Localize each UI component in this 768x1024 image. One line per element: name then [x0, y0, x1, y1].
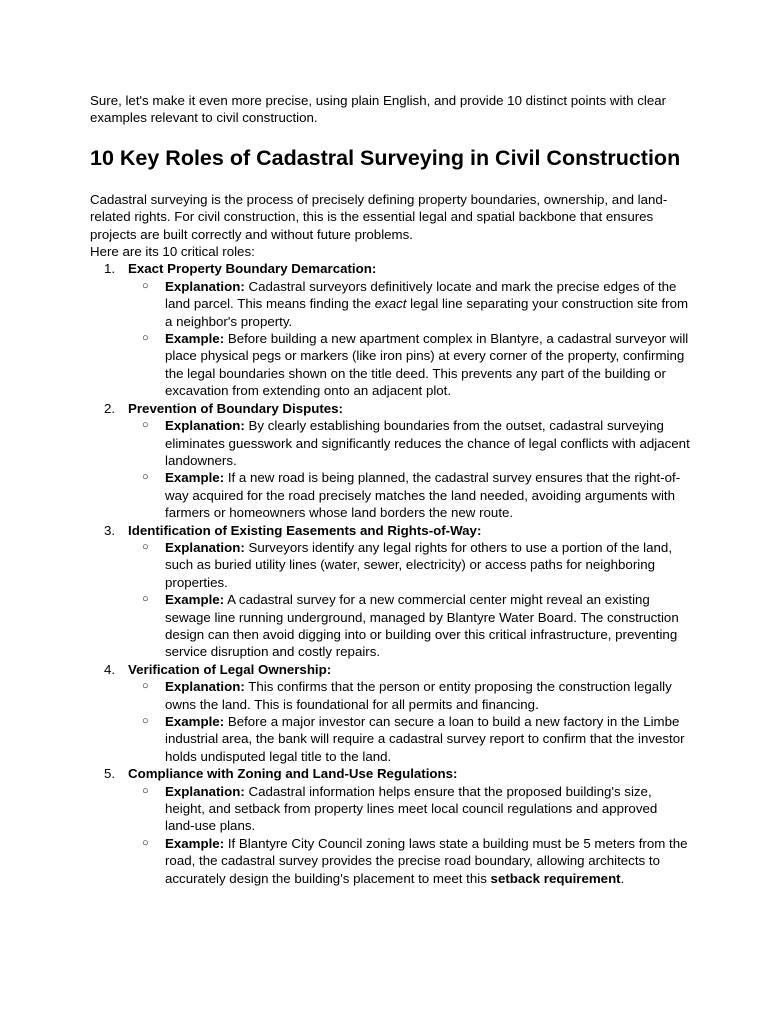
- example-item: [128, 330, 690, 400]
- explanation-text: By clearly establishing boundaries from the outset, cadastral surveying eliminates guesswork and significantly reduces the chance of legal conflicts with adjacent landowners.: [165, 418, 690, 468]
- description-paragraph: Cadastral surveying is the process of precisely defining property boundaries, ownership, and land-related rights. For civil construction, this is the essential legal and spatial backbone that ensures projects are built correctly and without future problems.: [90, 191, 668, 242]
- example-text-end: .: [620, 870, 625, 886]
- bullet-circle-icon: ○: [142, 715, 149, 727]
- explanation-label: Explanation:: [165, 679, 245, 695]
- page-title: 10 Key Roles of Cadastral Surveying in Civil Construction: [90, 145, 681, 170]
- bullet-circle-icon: ○: [142, 593, 149, 606]
- explanation-label: Explanation:: [165, 783, 245, 799]
- role-title: Verification of Legal Ownership:: [128, 661, 332, 677]
- roles-list: [90, 260, 690, 887]
- role-details: [128, 783, 690, 887]
- explanation-label: Explanation:: [165, 278, 245, 294]
- explanation-item: [128, 539, 690, 591]
- example-label: Example:: [165, 835, 225, 851]
- example-text: Before a major investor can secure a loan to build a new factory in the Limbe industrial area, the bank will require a cadastral survey report to confirm that the investor holds undisputed legal title to the land.: [165, 714, 685, 764]
- role-title: Exact Property Boundary Demarcation:: [128, 261, 377, 277]
- explanation-emphasis: exact: [374, 296, 407, 312]
- bullet-circle-icon: ○: [142, 836, 149, 849]
- explanation-label: Explanation:: [165, 539, 245, 555]
- role-number: 3.: [104, 522, 116, 538]
- explanation-item: [128, 417, 690, 469]
- example-text: If a new road is being planned, the cadastral survey ensures that the right-of-way acquired for the road precisely matches the land needed, avoiding arguments with farmers or homeowners whose land borders the new route.: [165, 470, 681, 521]
- explanation-item: [128, 783, 690, 835]
- bullet-circle-icon: ○: [142, 419, 149, 432]
- role-item: [90, 765, 690, 887]
- role-details: [128, 417, 690, 521]
- example-item: [128, 591, 690, 661]
- role-title: Prevention of Boundary Disputes:: [128, 400, 343, 416]
- role-item: [90, 400, 690, 522]
- list-intro: Here are its 10 critical roles:: [90, 244, 255, 260]
- role-title: Identification of Existing Easements and Rights-of-Way:: [128, 522, 482, 538]
- role-item: [90, 260, 690, 399]
- role-number: 5.: [104, 766, 116, 782]
- bullet-circle-icon: ○: [142, 279, 149, 292]
- explanation-label: Explanation:: [165, 418, 245, 434]
- role-details: [128, 278, 690, 400]
- intro-paragraph: Sure, let's make it even more precise, using plain English, and provide 10 distinct points with clear examples relevant to civil construction.: [90, 93, 667, 126]
- explanation-item: [128, 278, 690, 330]
- bullet-circle-icon: ○: [142, 332, 149, 345]
- example-label: Example:: [165, 714, 225, 729]
- bullet-circle-icon: ○: [142, 784, 149, 797]
- example-label: Example:: [165, 592, 225, 608]
- example-text: Before building a new apartment complex in Blantyre, a cadastral surveyor will place physical pegs or markers (like iron pins) at every corner of the property, confirming the legal boundaries shown on the title deed. This prevents any part of the building or excavation from extending onto an adjacent plot.: [165, 331, 689, 399]
- example-text: A cadastral survey for a new commercial center might reveal an existing sewage line running underground, managed by Blantyre Water Board. The construction design can then avoid digging into or building over this critical infrastructure, preventing service disruption and costly repairs.: [165, 592, 679, 660]
- bullet-circle-icon: ○: [142, 680, 149, 693]
- example-item: [128, 713, 690, 765]
- role-number: 4.: [104, 661, 116, 677]
- role-item: [90, 661, 690, 765]
- example-label: Example:: [165, 331, 225, 347]
- role-title: Compliance with Zoning and Land-Use Regulations:: [128, 766, 458, 782]
- role-details: [128, 678, 690, 765]
- role-number: 2.: [104, 400, 116, 416]
- example-emphasis: setback requirement: [490, 870, 621, 886]
- example-item: [128, 835, 690, 887]
- document-page: [90, 92, 690, 887]
- explanation-text: This confirms that the person or entity proposing the construction legally owns the land. This is foundational for all permits and financing.: [165, 679, 672, 712]
- explanation-text: Cadastral information helps ensure that the proposed building's size, height, and setback from property lines meet local council regulations and approved land-use plans.: [165, 783, 658, 834]
- explanation-text: Surveyors identify any legal rights for others to use a portion of the land, such as buried utility lines (water, sewer, electricity) or access paths for neighboring properties.: [165, 539, 673, 590]
- explanation-text: Cadastral surveyors definitively locate and mark the precise edges of the land parcel. This means finding the: [165, 278, 677, 312]
- bullet-circle-icon: ○: [142, 471, 149, 484]
- role-number: 1.: [104, 261, 116, 277]
- explanation-text-end: legal line separating your construction site from a neighbor's property.: [165, 296, 689, 329]
- role-item: [90, 522, 690, 661]
- bullet-circle-icon: ○: [142, 540, 149, 553]
- example-item: [128, 469, 690, 521]
- explanation-item: [128, 678, 690, 713]
- example-text: If Blantyre City Council zoning laws state a building must be 5 meters from the road, the cadastral survey provides the precise road boundary, allowing architects to accurately design the building's placement to meet this: [165, 835, 688, 886]
- example-label: Example:: [165, 470, 225, 486]
- role-details: [128, 539, 690, 661]
